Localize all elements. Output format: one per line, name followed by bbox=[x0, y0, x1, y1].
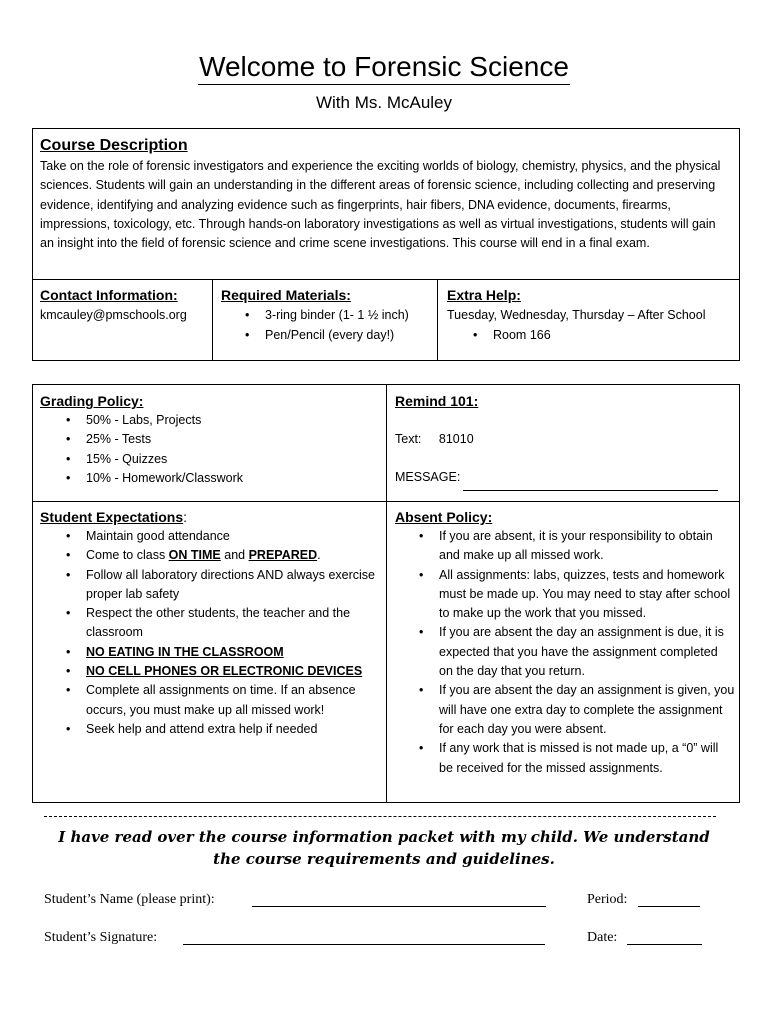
materials-list bbox=[265, 305, 435, 345]
remind-text-value: 81010 bbox=[438, 432, 474, 446]
remind-message-label: MESSAGE: bbox=[395, 470, 461, 484]
list-item bbox=[86, 546, 376, 565]
list-item: • Complete all assignments on time. If an absence occurs, you must make up all missed work! bbox=[86, 681, 376, 720]
absent-section bbox=[395, 507, 735, 778]
list-item: • Maintain good attendance bbox=[86, 527, 376, 546]
extra-help-section bbox=[447, 285, 737, 345]
remind-heading: Remind 101: bbox=[395, 393, 479, 409]
course-description-section bbox=[40, 135, 732, 253]
contact-email: kmcauley@pmschools.org bbox=[40, 308, 187, 322]
contact-heading: Contact Information: bbox=[40, 287, 178, 303]
list-item: • Respect the other students, the teacher and the classroom bbox=[86, 604, 376, 643]
absent-heading: Absent Policy: bbox=[395, 509, 493, 525]
cut-line bbox=[44, 816, 716, 817]
materials-section bbox=[221, 285, 435, 345]
materials-heading: Required Materials: bbox=[221, 287, 351, 303]
list-item: • Follow all laboratory directions AND always exercise proper lab safety bbox=[86, 566, 376, 605]
list-item: • 3-ring binder (1- 1 ½ inch) bbox=[265, 305, 435, 325]
text-segment: and bbox=[220, 548, 249, 563]
date-label: Date: bbox=[587, 930, 618, 945]
grading-list bbox=[86, 411, 380, 488]
extra-help-list bbox=[493, 325, 737, 345]
list-item: • Room 166 bbox=[493, 325, 737, 345]
remind-message-line bbox=[395, 467, 735, 487]
text-segment-emphasis: ON TIME bbox=[168, 548, 221, 563]
page-title: Welcome to Forensic Science bbox=[198, 50, 570, 85]
page-title-wrap bbox=[0, 50, 768, 85]
student-name-blank[interactable] bbox=[252, 906, 546, 907]
date-blank[interactable] bbox=[627, 944, 702, 945]
list-item bbox=[86, 662, 376, 681]
divider bbox=[33, 501, 739, 502]
period-label: Period: bbox=[587, 892, 628, 907]
text-segment-emphasis: PREPARED bbox=[248, 548, 318, 563]
list-item: • 50% - Labs, Projects bbox=[86, 411, 380, 430]
list-item bbox=[86, 643, 376, 662]
list-item: • If you are absent the day an assignment is due, it is expected that you have the assignment completed on the day that you return. bbox=[439, 623, 735, 681]
course-info-box bbox=[32, 128, 740, 361]
remind-section bbox=[395, 391, 735, 487]
list-item: • All assignments: labs, quizzes, tests and homework must be made up. You may need to stay after school to make up the work that you missed. bbox=[439, 566, 735, 624]
student-signature-blank[interactable] bbox=[183, 944, 545, 945]
remind-message-blank bbox=[463, 490, 718, 491]
text-segment: . bbox=[317, 548, 321, 563]
policies-box bbox=[32, 384, 740, 803]
page-subtitle: With Ms. McAuley bbox=[315, 93, 453, 112]
list-item: • Pen/Pencil (every day!) bbox=[265, 325, 435, 345]
list-item: • If you are absent the day an assignment is given, you will have one extra day to complete the assignment for each day you were absent. bbox=[439, 681, 735, 739]
list-item: • 15% - Quizzes bbox=[86, 450, 380, 469]
grading-heading: Grading Policy: bbox=[40, 393, 144, 409]
list-item: • If any work that is missed is not made up, a “0” will be received for the missed assignments. bbox=[439, 739, 735, 778]
list-item: • 25% - Tests bbox=[86, 430, 380, 449]
contact-section bbox=[40, 285, 210, 325]
student-signature-label: Student’s Signature: bbox=[44, 930, 158, 945]
divider bbox=[437, 279, 438, 360]
list-item: • 10% - Homework/Classwork bbox=[86, 469, 380, 488]
remind-text-label: Text: bbox=[395, 432, 422, 446]
list-item: • Seek help and attend extra help if needed bbox=[86, 720, 376, 739]
course-description-heading: Course Description bbox=[40, 137, 188, 154]
student-name-label: Student’s Name (please print): bbox=[44, 892, 215, 907]
divider bbox=[386, 385, 387, 802]
divider bbox=[33, 279, 739, 280]
grading-section bbox=[40, 391, 380, 488]
text-segment: Come to class bbox=[86, 548, 169, 563]
absent-list bbox=[439, 527, 735, 778]
divider bbox=[212, 279, 213, 360]
expectations-heading: Student Expectations bbox=[40, 509, 184, 525]
expectations-heading-line bbox=[40, 507, 380, 527]
extra-help-heading: Extra Help: bbox=[447, 287, 521, 303]
list-item: • If you are absent, it is your responsibility to obtain and make up all missed work. bbox=[439, 527, 735, 566]
extra-help-schedule: Tuesday, Wednesday, Thursday – After School bbox=[447, 308, 706, 322]
expectations-heading-colon: : bbox=[183, 509, 188, 525]
expectations-section bbox=[40, 507, 380, 739]
course-description-text: Take on the role of forensic investigators and experience the exciting worlds of biology, chemistry, physics, and the physical sciences. Students will gain an understanding in the different areas of forensic science, including collecting and preserving evidence, identifying and analyzing evidence such as fingerprints, hair fibers, DNA evidence, documents, firearms, impressions, toxicology, etc. Through hands-on laboratory investigations as well as virtual investigations, students will gain an insight into the field of forensic science and crime scene investigations. This course will end in a final exam. bbox=[40, 159, 721, 251]
text-segment-emphasis: NO CELL PHONES OR ELECTRONIC DEVICES bbox=[86, 664, 363, 679]
period-blank[interactable] bbox=[638, 906, 700, 907]
remind-text-line bbox=[395, 429, 735, 449]
parent-statement: I have read over the course information packet with my child. We understand the course requirements and guidelines. bbox=[58, 828, 710, 868]
text-segment-emphasis: NO EATING IN THE CLASSROOM bbox=[86, 644, 284, 659]
expectations-list bbox=[86, 527, 376, 739]
